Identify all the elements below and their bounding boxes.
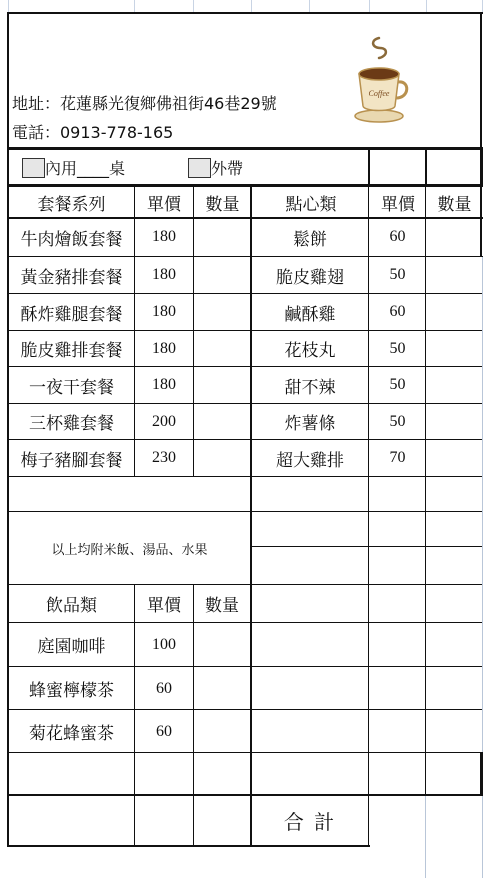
total-label: 合 計 — [283, 810, 337, 834]
right-line-lower — [480, 752, 483, 796]
right-gridline — [482, 796, 483, 878]
snack-name: 花枝丸 — [284, 341, 336, 361]
col-line — [193, 187, 194, 476]
set-qty-header: 數量 — [205, 194, 240, 215]
row-line — [251, 546, 483, 547]
drink-name: 菊花蜂蜜茶 — [29, 724, 114, 744]
snack-name: 鬆餅 — [293, 229, 327, 250]
set-meal-price: 230 — [152, 449, 176, 466]
snack-name: 鹹酥雞 — [284, 304, 336, 325]
snack-qty-header: 數量 — [437, 194, 472, 215]
drink-price-header: 單價 — [147, 596, 181, 616]
set-meal-name: 黃金豬排套餐 — [20, 267, 123, 288]
frame-top — [7, 12, 483, 14]
snack-price: 60 — [389, 228, 406, 245]
drink-price: 60 — [156, 679, 172, 697]
dine-in-checkbox[interactable] — [22, 158, 45, 178]
set-meal-price: 180 — [152, 339, 176, 357]
set-price-header: 單價 — [147, 194, 181, 215]
set-meal-name: 三杯雞套餐 — [29, 414, 114, 434]
drink-name: 庭園咖啡 — [37, 637, 106, 657]
right-gridline — [482, 257, 483, 752]
right-line-upper — [480, 187, 482, 257]
drinks-header: 飲品類 — [46, 596, 97, 616]
snack-price: 50 — [389, 339, 406, 357]
bottom-line — [7, 845, 370, 847]
col-line — [368, 187, 369, 846]
frame-right-header — [480, 12, 482, 149]
coffee-cup-icon — [352, 34, 410, 128]
snacks-header: 點心類 — [285, 194, 337, 215]
col-line — [425, 187, 426, 795]
spreadsheet-gridlines — [0, 0, 497, 12]
set-meal-price: 180 — [152, 228, 176, 245]
drink-name: 蜂蜜檸檬茶 — [29, 681, 114, 701]
order-type-top-line — [7, 147, 483, 150]
snack-price: 60 — [389, 303, 406, 320]
set-meals-header: 套餐系列 — [37, 194, 106, 215]
drink-price: 60 — [156, 722, 172, 740]
snack-name: 超大雞排 — [276, 450, 344, 471]
snack-price: 70 — [389, 449, 406, 466]
set-meal-name: 酥炸雞腿套餐 — [20, 304, 123, 325]
order-type-right-line — [480, 149, 483, 185]
row-line — [7, 476, 483, 477]
address-text: 地址：花蓮縣光復鄉佛祖街46巷29號 — [12, 93, 277, 113]
snack-name: 甜不辣 — [284, 377, 336, 398]
set-meal-name: 牛肉燴飯套餐 — [20, 229, 123, 250]
dine-in-label: 內用____桌 — [45, 158, 126, 178]
set-meal-name: 一夜干套餐 — [29, 377, 114, 398]
snack-price: 50 — [389, 376, 406, 393]
logo-text: Coffee — [368, 89, 390, 98]
drink-price: 100 — [152, 635, 176, 653]
set-meal-price: 180 — [152, 266, 176, 283]
included-note: 以上均附米飯、湯品、水果 — [51, 542, 208, 558]
order-type-divider-2 — [425, 149, 427, 185]
snack-price: 50 — [389, 266, 406, 283]
set-meal-name: 脆皮雞排套餐 — [20, 341, 123, 361]
set-meal-price: 180 — [152, 376, 176, 393]
drink-qty-header: 數量 — [205, 596, 239, 616]
set-meal-name: 梅子豬腳套餐 — [20, 450, 123, 471]
phone-text: 電話：0913-778-165 — [12, 122, 174, 142]
order-type-divider-1 — [368, 149, 370, 185]
snack-price: 50 — [389, 412, 406, 430]
snack-price-header: 單價 — [381, 194, 415, 215]
set-meal-price: 200 — [152, 412, 176, 430]
col-line — [193, 584, 194, 846]
row-line — [7, 794, 483, 796]
snack-name: 脆皮雞翅 — [276, 267, 344, 288]
takeout-checkbox[interactable] — [188, 158, 211, 178]
snack-name: 炸薯條 — [284, 414, 336, 434]
right-gridline — [425, 796, 426, 878]
set-meal-price: 180 — [152, 303, 176, 320]
takeout-label: 外帶 — [211, 158, 244, 178]
